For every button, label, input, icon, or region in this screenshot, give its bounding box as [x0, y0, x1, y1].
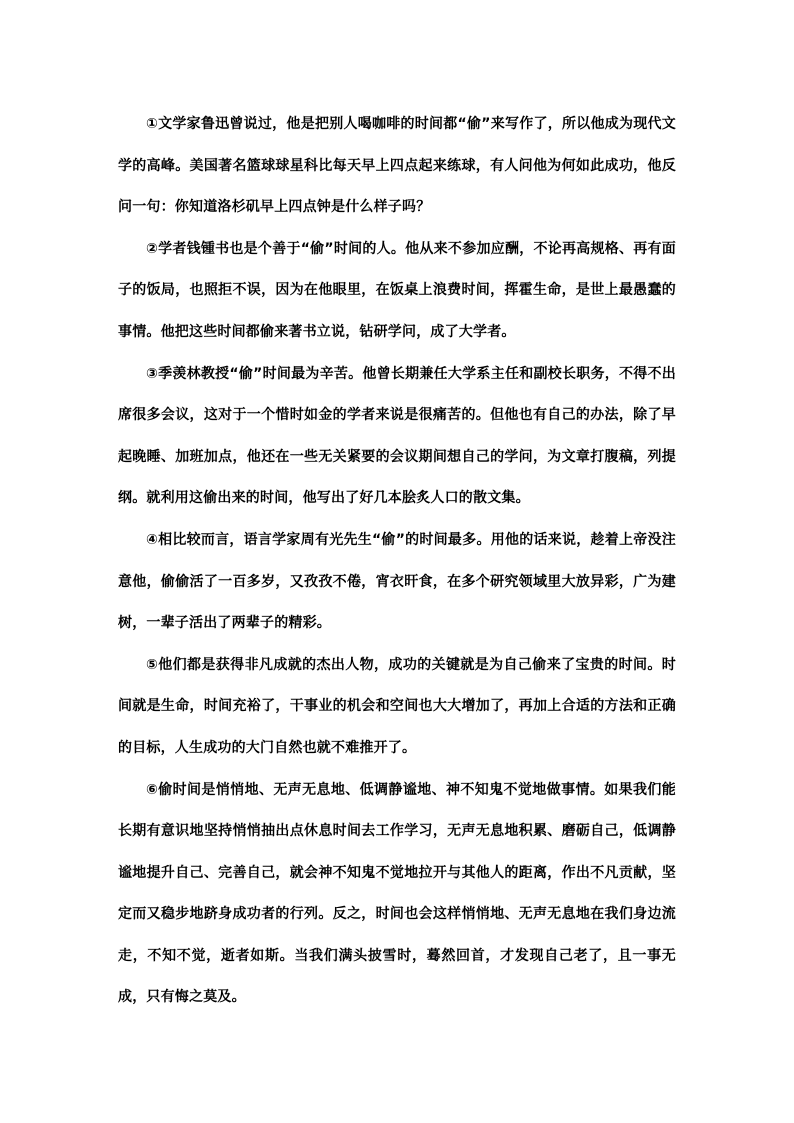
document-body	[118, 104, 676, 1019]
paragraph-4: ④相比较而言，语言学家周有光先生“偷”的时间最多。用他的话来说，趁着上帝没注意他，偷偷活了一百多岁，又孜孜不倦，宵衣旰食，在多个研究领域里大放异彩，广为建树，一辈子活出了两辈子的精彩。	[118, 531, 676, 632]
paragraph-2: ②学者钱锺书也是个善于“偷”时间的人。他从来不参加应酬，不论再高规格、再有面子的饭局，也照拒不误，因为在他眼里，在饭桌上浪费时间，挥霍生命，是世上最愚蠢的事情。他把这些时间都偷来著书立说，钻研学问，成了大学者。	[118, 240, 676, 340]
paragraph-3: ③季羡林教授“偷”时间最为辛苦。他曾长期兼任大学系主任和副校长职务，不得不出席很多会议，这对于一个惜时如金的学者来说是很痛苦的。但他也有自己的办法，除了早起晚睡、加班加点，他还在一些无关紧要的会议期间想自己的学问，为文章打腹稿，列提纲。就利用这偷出来的时间，他写出了好几本脍炙人口的散文集。	[118, 365, 676, 507]
paragraph-6: ⑥偷时间是悄悄地、无声无息地、低调静谧地、神不知鬼不觉地做事情。如果我们能长期有意识地坚持悄悄抽出点休息时间去工作学习，无声无息地积累、磨砺自己，低调静谧地提升自己、完善自己，就会神不知鬼不觉地拉开与其他人的距离，作出不凡贡献，坚定而又稳步地跻身成功者的行列。反之，时间也会这样悄悄地、无声无息地在我们身边流走，不知不觉，逝者如斯。当我们满头披雪时，蓦然回首，才发现自己老了，且一事无成，只有悔之莫及。	[118, 781, 676, 1006]
paragraph-1: ①文学家鲁迅曾说过，他是把别人喝咖啡的时间都“偷”来写作了，所以他成为现代文学的高峰。美国著名篮球球星科比每天早上四点起来练球，有人问他为何如此成功，他反问一句：你知道洛杉矶早上四点钟是什么样子吗？	[118, 116, 676, 216]
paragraph-5: ⑤他们都是获得非凡成就的杰出人物，成功的关键就是为自己偷来了宝贵的时间。时间就是生命，时间充裕了，干事业的机会和空间也大大增加了，再加上合适的方法和正确的目标，人生成功的大门自然也就不难推开了。	[118, 656, 676, 756]
